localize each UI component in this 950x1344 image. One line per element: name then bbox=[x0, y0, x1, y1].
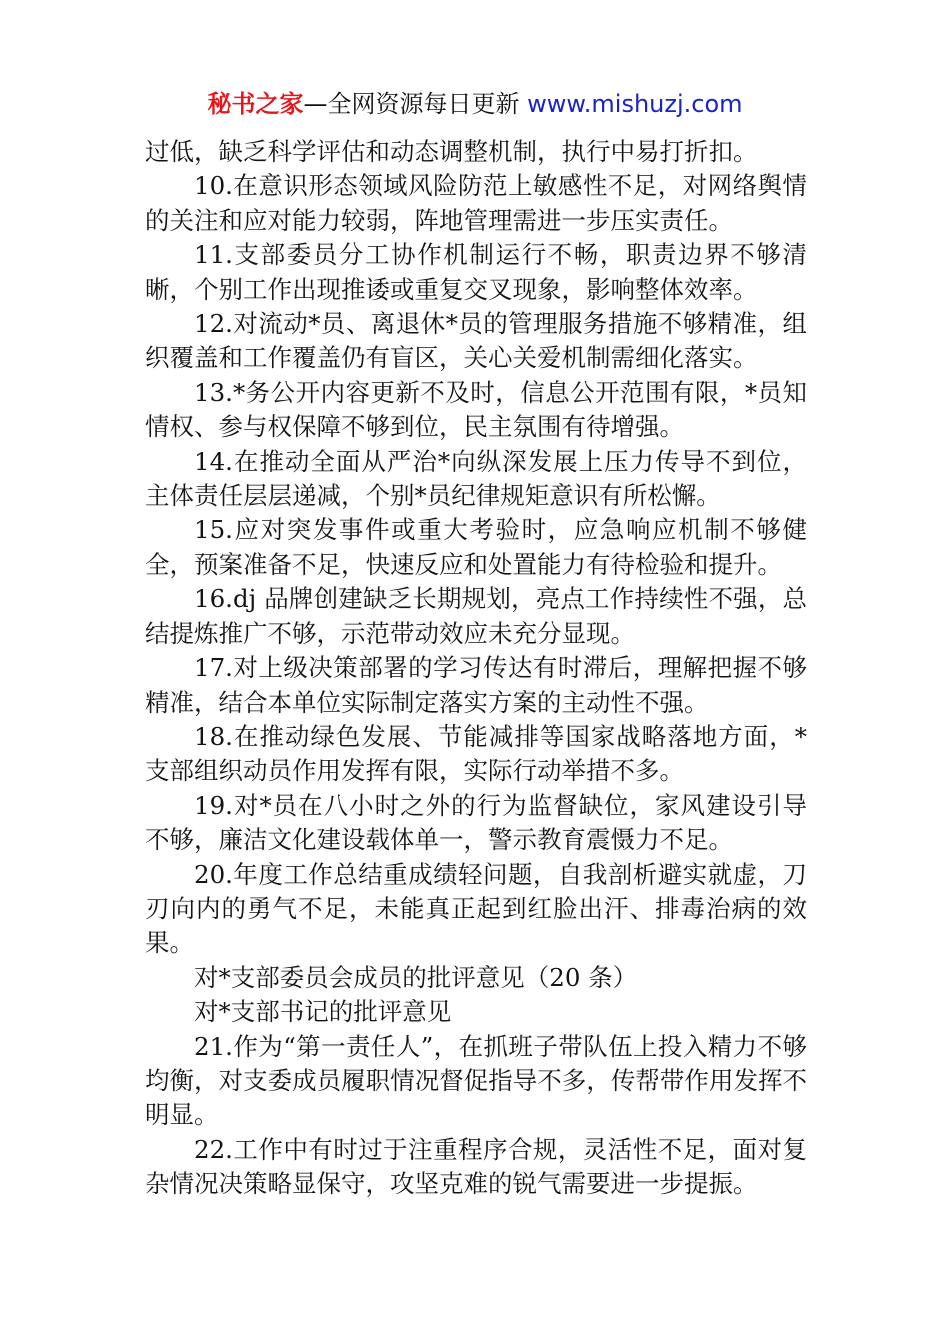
paragraph: 17.对上级决策部署的学习传达有时滞后，理解把握不够精准，结合本单位实际制定落实方案的主动性不强。 bbox=[145, 653, 807, 717]
paragraph: 16.dj 品牌创建缺乏长期规划，亮点工作持续性不强，总结提炼推广不够，示范带动效应未充分显现。 bbox=[145, 584, 807, 648]
document-body bbox=[145, 135, 807, 1202]
brand-name: 秘书之家 bbox=[207, 90, 304, 118]
paragraph: 对*支部书记的批评意见 bbox=[194, 997, 452, 1027]
paragraph: 21.作为“第一责任人”，在抓班子带队伍上投入精力不够均衡，对支委成员履职情况督促指导不多，传帮带作用发挥不明显。 bbox=[145, 1031, 807, 1130]
paragraph: 20.年度工作总结重成绩轻问题，自我剖析避实就虚，刀刃向内的勇气不足，未能真正起到红脸出汗、排毒治病的效果。 bbox=[145, 859, 807, 958]
paragraph: 22.工作中有时过于注重程序合规，灵活性不足，面对复杂情况决策略显保守，攻坚克难的锐气需要进一步提振。 bbox=[145, 1134, 807, 1199]
site-url: www.mishuzj.com bbox=[527, 90, 743, 118]
paragraph: 18.在推动绿色发展、节能减排等国家战略落地方面，*支部组织动员作用发挥有限，实际行动举措不多。 bbox=[145, 721, 807, 786]
page-header bbox=[0, 84, 950, 124]
paragraph: 对*支部委员会成员的批评意见（20 条） bbox=[194, 962, 638, 992]
paragraph: 10.在意识形态领域风险防范上敏感性不足，对网络舆情的关注和应对能力较弱，阵地管理需进一步压实责任。 bbox=[145, 171, 807, 235]
paragraph: 11.支部委员分工协作机制运行不畅，职责边界不够清晰，个别工作出现推诿或重复交叉现象，影响整体效率。 bbox=[145, 240, 807, 304]
paragraph: 13.*务公开内容更新不及时，信息公开范围有限，*员知情权、参与权保障不够到位，民主氛围有待增强。 bbox=[145, 377, 807, 442]
paragraph: 15.应对突发事件或重大考验时，应急响应机制不够健全，预案准备不足，快速反应和处置能力有待检验和提升。 bbox=[145, 515, 807, 579]
paragraph: 12.对流动*员、离退休*员的管理服务措施不够精准，组织覆盖和工作覆盖仍有盲区，关心关爱机制需细化落实。 bbox=[145, 309, 807, 373]
paragraph: 过低，缺乏科学评估和动态调整机制，执行中易打折扣。 bbox=[145, 137, 758, 166]
paragraph: 14.在推动全面从严治*向纵深发展上压力传导不到位，主体责任层层递减，个别*员纪律规矩意识有所松懈。 bbox=[145, 446, 807, 511]
header-tagline: —全网资源每日更新 bbox=[303, 90, 528, 118]
paragraph: 19.对*员在八小时之外的行为监督缺位，家风建设引导不够，廉洁文化建设载体单一，警示教育震慑力不足。 bbox=[145, 790, 807, 855]
